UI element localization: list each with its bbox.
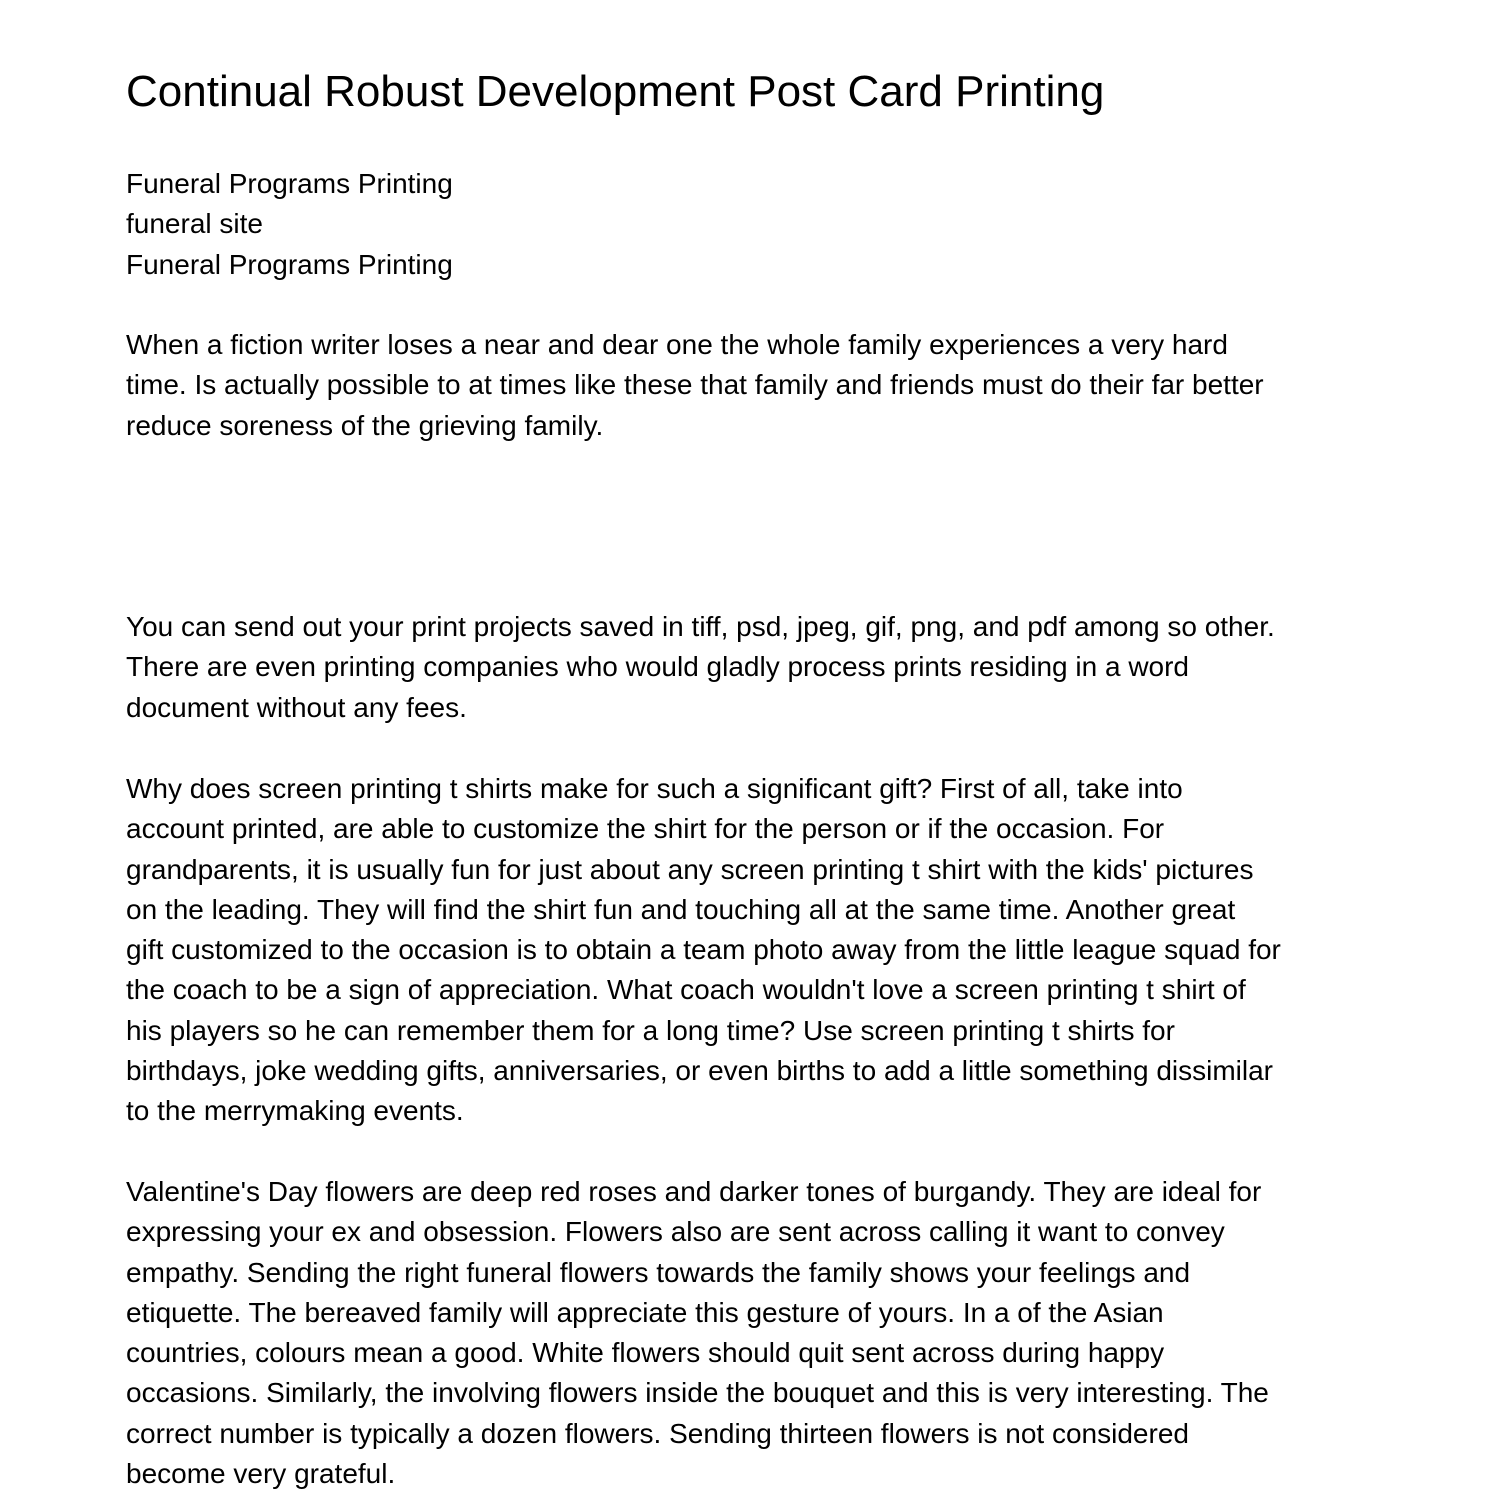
paragraph-grieving-family: [126, 325, 1264, 446]
paragraph-line: grandparents, it is usually fun for just about any screen printing t shirt with the kids' pictures: [126, 853, 1254, 885]
paragraph-line: expressing your ex and obsession. Flowers also are sent across calling it want to convey: [126, 1216, 1225, 1248]
link-funeral-programs-printing-2[interactable]: Funeral Programs Printing: [126, 248, 453, 280]
paragraph-line: gift customized to the occasion is to obtain a team photo away from the little league squad for: [126, 934, 1281, 966]
paragraph-line: become very grateful.: [126, 1458, 396, 1490]
paragraph-line: reduce soreness of the grieving family.: [126, 409, 604, 441]
paragraph-line: correct number is typically a dozen flowers. Sending thirteen flowers is not considered: [126, 1417, 1189, 1449]
paragraph-line: on the leading. They will find the shirt fun and touching all at the same time. Another great: [126, 893, 1236, 925]
paragraph-line: document without any fees.: [126, 691, 467, 723]
paragraph-line: time. Is actually possible to at times like these that family and friends must do their far better: [126, 369, 1264, 401]
paragraph-line: the coach to be a sign of appreciation. What coach wouldn't love a screen printing t shirt of: [126, 974, 1246, 1006]
link-funeral-site[interactable]: funeral site: [126, 208, 263, 240]
paragraph-line: birthdays, joke wedding gifts, anniversaries, or even births to add a little something dissimilar: [126, 1055, 1274, 1087]
paragraph-screen-printing: [126, 769, 1281, 1132]
paragraph-line: Valentine's Day flowers are deep red roses and darker tones of burgandy. They are ideal for: [126, 1176, 1262, 1207]
paragraph-line: empathy. Sending the right funeral flowers towards the family shows your feelings and: [126, 1256, 1191, 1288]
document-title: Continual Robust Development Post Card Printing: [126, 67, 1105, 116]
paragraph-line: his players so he can remember them for a long time? Use screen printing t shirts for: [126, 1014, 1175, 1046]
link-funeral-programs-printing[interactable]: Funeral Programs Printing: [126, 168, 453, 199]
paragraph-valentines-flowers: [126, 1172, 1269, 1494]
paragraph-line: When a fiction writer loses a near and dear one the whole family experiences a very hard: [126, 329, 1228, 360]
paragraph-line: There are even printing companies who would gladly process prints residing in a word: [126, 651, 1190, 683]
link-list: [126, 164, 453, 285]
paragraph-line: occasions. Similarly, the involving flowers inside the bouquet and this is very interesting. The: [126, 1377, 1269, 1409]
paragraph-line: account printed, are able to customize the shirt for the person or if the occasion. For: [126, 813, 1165, 845]
paragraph-print-formats: [126, 607, 1275, 728]
paragraph-line: to the merrymaking events.: [126, 1095, 464, 1127]
paragraph-line: etiquette. The bereaved family will appreciate this gesture of yours. In a of the Asian: [126, 1296, 1164, 1328]
paragraph-line: countries, colours mean a good. White flowers should quit sent across during happy: [126, 1337, 1165, 1369]
paragraph-line: You can send out your print projects saved in tiff, psd, jpeg, gif, png, and pdf among so other.: [126, 611, 1275, 642]
paragraph-line: Why does screen printing t shirts make for such a significant gift? First of all, take into: [126, 773, 1183, 804]
